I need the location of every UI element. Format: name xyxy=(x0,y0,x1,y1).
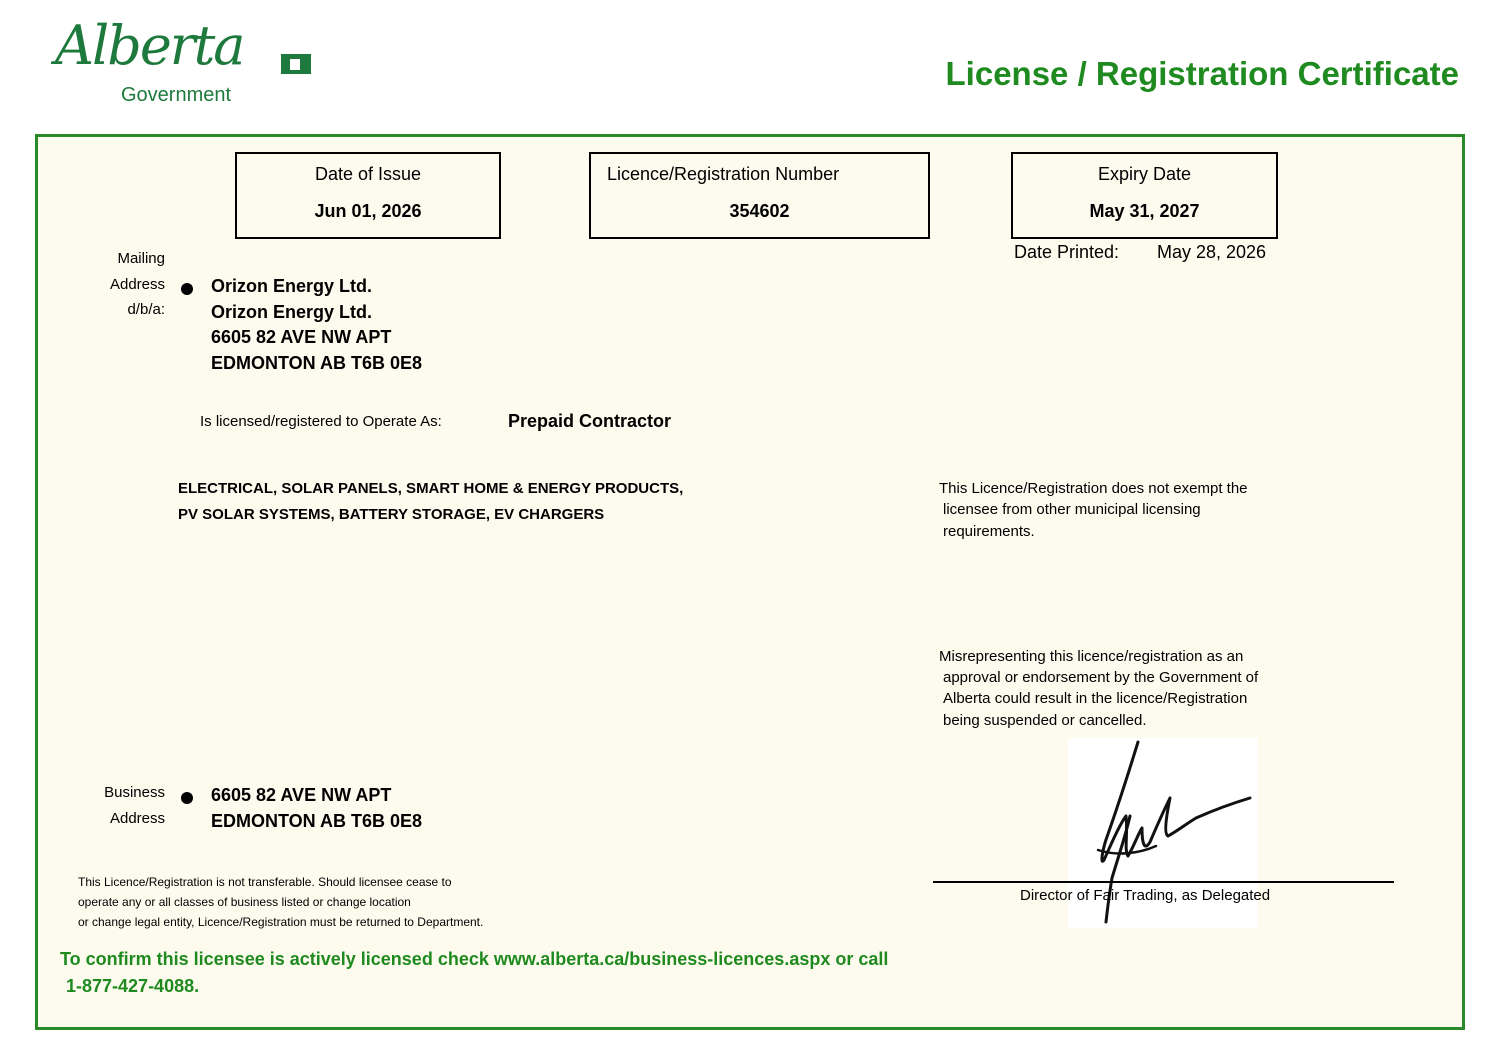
licence-number-box xyxy=(589,152,930,239)
business-label: Business xyxy=(104,784,165,801)
category-line: ELECTRICAL, SOLAR PANELS, SMART HOME & ENERGY PRODUCTS, xyxy=(178,480,684,497)
exemption-notice-line: This Licence/Registration does not exempt the xyxy=(939,480,1248,497)
category-line: PV SOLAR SYSTEMS, BATTERY STORAGE, EV CHARGERS xyxy=(178,506,605,523)
business-city: EDMONTON AB T6B 0E8 xyxy=(211,811,423,831)
date-printed-value: May 28, 2026 xyxy=(1157,242,1267,262)
dba-label: d/b/a: xyxy=(127,301,165,318)
date-printed-label: Date Printed: xyxy=(1014,242,1120,262)
mailing-city: EDMONTON AB T6B 0E8 xyxy=(211,353,423,373)
alberta-government-logo xyxy=(55,14,325,113)
logo-wordmark: Alberta xyxy=(55,14,244,77)
misrepresent-notice-line: Alberta could result in the licence/Registration xyxy=(943,690,1248,707)
transfer-note-line: or change legal entity, Licence/Registration must be returned to Department. xyxy=(78,915,484,929)
mailing-name: Orizon Energy Ltd. xyxy=(211,276,373,296)
business-bullet-icon xyxy=(181,792,193,804)
logo-mark-icon xyxy=(281,54,311,74)
exemption-notice-line: licensee from other municipal licensing xyxy=(943,501,1201,518)
misrepresent-notice-line: Misrepresenting this licence/registration as an xyxy=(939,648,1244,665)
certificate-title: License / Registration Certificate xyxy=(945,55,1459,92)
operate-as-value: Prepaid Contractor xyxy=(508,411,672,431)
mailing-dba-name: Orizon Energy Ltd. xyxy=(211,302,373,322)
confirm-note-phone: 1-877-427-4088. xyxy=(66,976,200,996)
mailing-address-label: Address xyxy=(109,276,165,293)
issue-date-box xyxy=(235,152,501,239)
business-street: 6605 82 AVE NW APT xyxy=(211,785,392,805)
licence-number-label: Licence/Registration Number xyxy=(607,164,840,184)
mailing-street: 6605 82 AVE NW APT xyxy=(211,327,392,347)
operate-as-label: Is licensed/registered to Operate As: xyxy=(200,413,442,430)
issue-date-label: Date of Issue xyxy=(314,164,422,184)
expiry-date-value: May 31, 2027 xyxy=(1089,201,1200,221)
exemption-notice-line: requirements. xyxy=(943,523,1035,540)
licence-number-value: 354602 xyxy=(729,201,790,221)
misrepresent-notice-line: approval or endorsement by the Government of xyxy=(943,669,1259,686)
mailing-label: Mailing xyxy=(117,250,165,267)
transfer-note-line: This Licence/Registration is not transferable. Should licensee cease to xyxy=(78,875,452,889)
business-address-label: Address xyxy=(109,810,165,827)
confirm-note-line: To confirm this licensee is actively licensed check www.alberta.ca/business-licences.aspx or call xyxy=(60,949,889,969)
expiry-date-label: Expiry Date xyxy=(1097,164,1192,184)
issue-date-value: Jun 01, 2026 xyxy=(314,201,422,221)
mailing-bullet-icon xyxy=(181,283,193,295)
signature-line xyxy=(933,881,1394,883)
expiry-date-box xyxy=(1011,152,1278,239)
signature-caption: Director of Fair Trading, as Delegated xyxy=(1020,887,1271,904)
misrepresent-notice-line: being suspended or cancelled. xyxy=(943,712,1147,729)
logo-subtitle: Government xyxy=(121,84,232,106)
transfer-note-line: operate any or all classes of business listed or change location xyxy=(78,895,411,909)
